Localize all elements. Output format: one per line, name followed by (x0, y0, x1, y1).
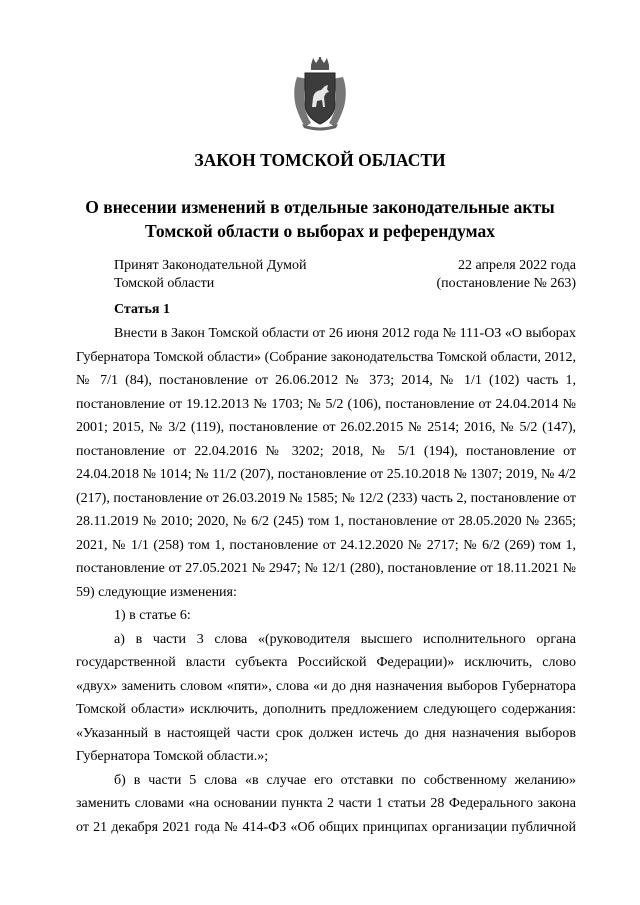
article-heading: Статья 1 (114, 302, 170, 317)
tomsk-oblast-coat-of-arms-icon (291, 57, 349, 131)
document-subtitle: О внесении изменений в отдельные законодательные акты Томской области о выборах и референдумах (85, 197, 555, 241)
adopted-by-line1: Принят Законодательной Думой (114, 258, 307, 273)
article-body (76, 322, 576, 839)
document-title: ЗАКОН ТОМСКОЙ ОБЛАСТИ (194, 150, 446, 170)
paragraph: 1) в статье 6: (114, 608, 191, 623)
paragraph: б) в части 5 слова «в случае его отставки по собственному желанию» заменить словами «на основании пункта 2 части 1 статьи 28 Федерального закона от 21 декабря 2021 года № 414-ФЗ «Об общих принципах организации публичной (76, 772, 576, 835)
paragraph: Внести в Закон Томской области от 26 июня 2012 года № 111-ОЗ «О выборах Губернатора Томской области» (Собрание законодательства Томской области, 2012, № 7/1 (84), постановление от 26.06.2012 № 373; 2014, № 1/1 (102) часть 1, постановление от 19.12.2013 № 1703; № 5/2 (106), постановление от 24.04.2014 № 2001; 2015, № 3/2 (119), постановление от 26.02.2015 № 2514; 2016, № 5/2 (147), постановление от 22.04.2016 № 3202; 2018, № 5/1 (194), постановление от 24.04.2018 № 1014; № 11/2 (207), постановление от 25.10.2018 № 1307; 2019, № 4/2 (217), постановление от 26.03.2019 № 1585; № 12/2 (233) часть 2, постановление от 28.11.2019 № 2010; 2020, № 6/2 (245) том 1, постановление от 28.05.2020 № 2365; 2021, № 1/1 (258) том 1, постановление от 24.12.2020 № 2717; № 6/2 (269) том 1, постановление от 27.05.2021 № 2947; № 12/1 (280), постановление от 18.11.2021 № 59) следующие изменения: (76, 326, 576, 600)
adoption-info (114, 257, 576, 293)
adopted-by-line2: Томской области (114, 276, 215, 291)
adopted-date: 22 апреля 2022 года (458, 258, 576, 273)
adopted-resolution: (постановление № 263) (436, 276, 576, 291)
paragraph: а) в части 3 слова «(руководителя высшего исполнительного органа государственной власти субъекта Российской Федерации)» исключить, слово «двух» заменить словом «пяти», слова «и до дня назначения выборов Губернатора Томской области» исключить, дополнить предложением следующего содержания: «Указанный в настоящей части срок должен истечь до дня назначения выборов Губернатора Томской области.»; (76, 631, 576, 764)
